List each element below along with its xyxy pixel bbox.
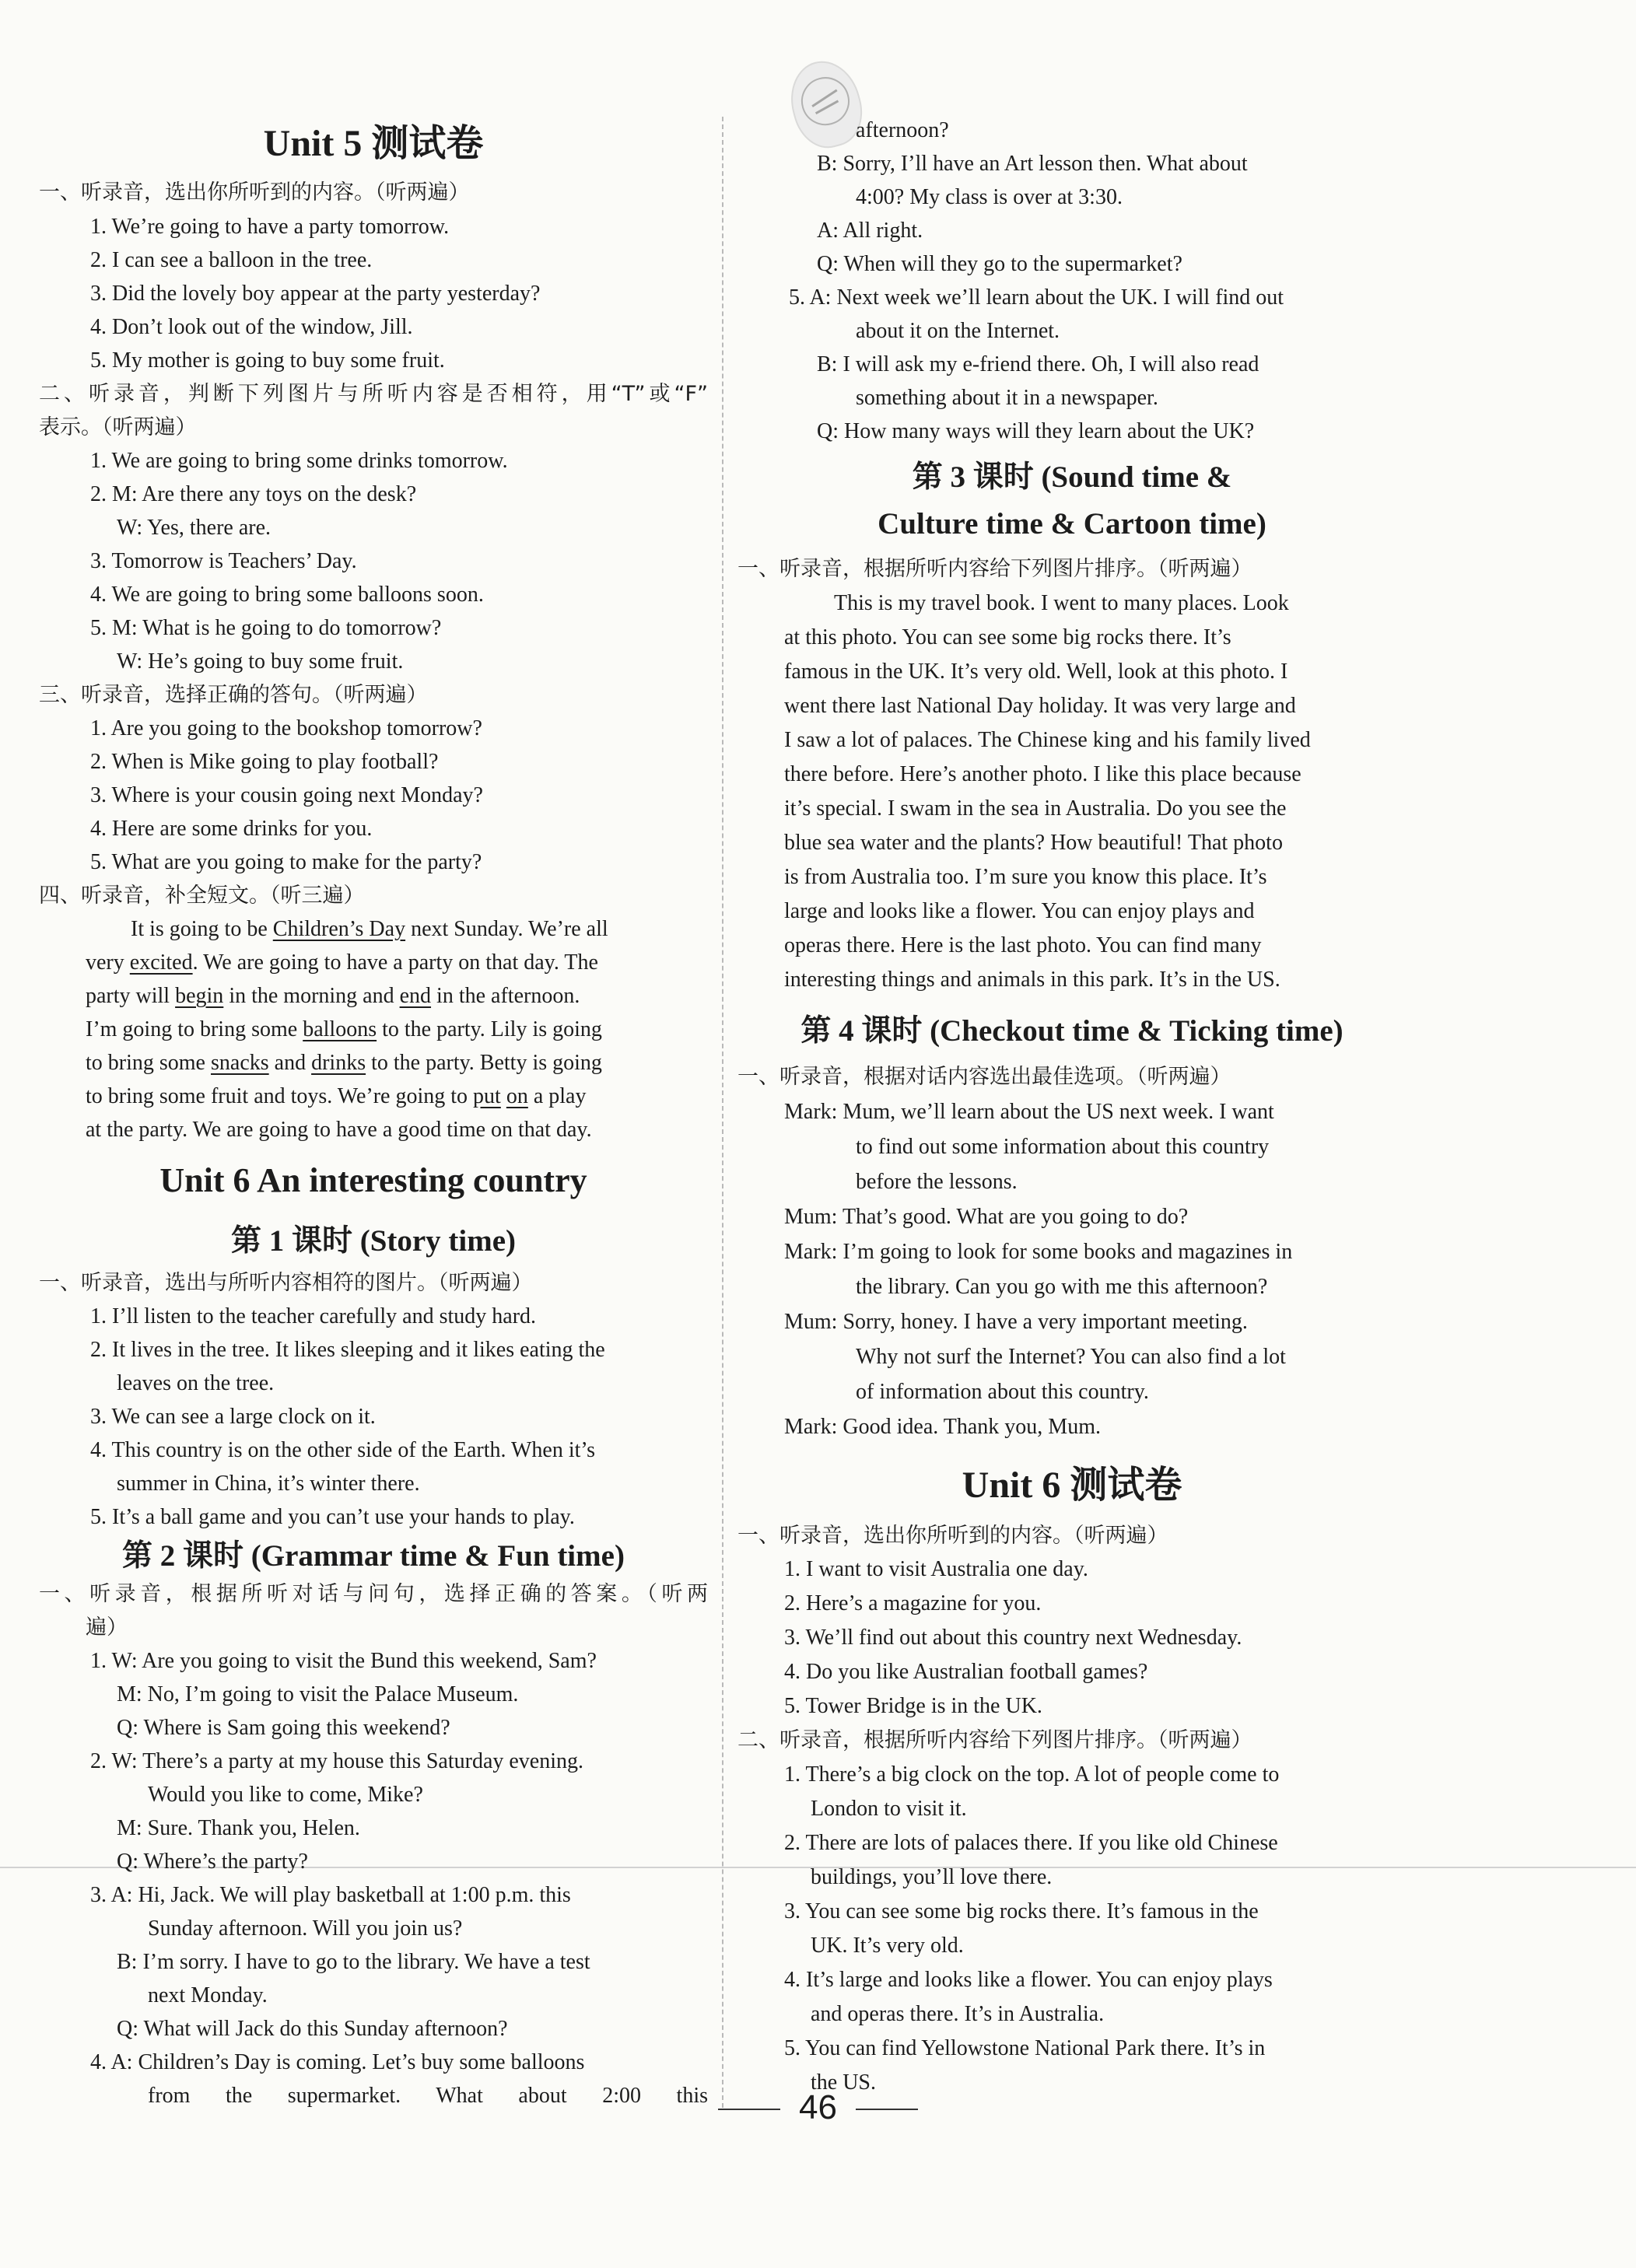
- list-item: B: I will ask my e-friend there. Oh, I will also read: [817, 352, 1259, 376]
- list-item: 4. Here are some drinks for you.: [90, 817, 373, 841]
- fill-answer: balloons: [303, 1017, 377, 1041]
- section-heading: 二、听录音，判断下列图片与所听内容是否相符，用“T”或“F”: [39, 382, 708, 406]
- unit6-test-title: Unit 6 测试卷: [962, 1465, 1182, 1506]
- lesson3-title: Culture time & Cartoon time): [878, 507, 1266, 541]
- list-item: summer in China, it’s winter there.: [117, 1472, 420, 1496]
- list-item: 4. It’s large and looks like a flower. You can enjoy plays: [784, 1968, 1273, 1992]
- page-number-dash: [718, 2109, 780, 2110]
- fill-answer: excited: [129, 950, 193, 975]
- list-item: 4. This country is on the other side of the Earth. When it’s: [90, 1438, 596, 1462]
- list-item: B: I’m sorry. I have to go to the library. We have a test: [117, 1950, 590, 1974]
- section-heading: 一、听录音，根据对话内容选出最佳选项。（听两遍）: [737, 1065, 1231, 1089]
- passage-line: interesting things and animals in this park. It’s in the US.: [784, 968, 1280, 992]
- list-item: Q: What will Jack do this Sunday afternoon?: [117, 2017, 508, 2041]
- list-item: W: He’s going to buy some fruit.: [117, 649, 404, 674]
- list-item: 5. Tower Bridge is in the UK.: [784, 1694, 1042, 1718]
- list-item: 4. We are going to bring some balloons soon.: [90, 583, 484, 607]
- passage-line: This is my travel book. I went to many places. Look: [834, 591, 1289, 615]
- section-heading: 一、听录音，根据所听内容给下列图片排序。（听两遍）: [737, 557, 1252, 581]
- section-heading: 一、听录音，根据所听对话与问句，选择正确的答案。（听两: [39, 1582, 708, 1606]
- unit6-title: Unit 6 An interesting country: [159, 1161, 587, 1199]
- lesson2-title: 第 2 课时 (Grammar time & Fun time): [122, 1539, 625, 1573]
- list-item: 2. It lives in the tree. It likes sleeping and it likes eating the: [90, 1338, 605, 1362]
- list-item: 2. There are lots of palaces there. If you like old Chinese: [784, 1831, 1278, 1855]
- list-item: 5. A: Next week we’ll learn about the UK. I will find out: [789, 285, 1284, 310]
- section-heading: 一、听录音，选出你所听到的内容。（听两遍）: [39, 180, 470, 205]
- passage-line: it’s special. I swam in the sea in Australia. Do you see the: [784, 796, 1287, 821]
- list-item: 1. There’s a big clock on the top. A lot of people come to: [784, 1762, 1280, 1787]
- passage-line: famous in the UK. It’s very old. Well, look at this photo. I: [784, 660, 1288, 684]
- unit5-test-title: Unit 5 测试卷: [263, 123, 484, 164]
- dialogue-line: the library. Can you go with me this afternoon?: [856, 1275, 1268, 1299]
- list-item: 2. W: There’s a party at my house this Saturday evening.: [90, 1749, 584, 1773]
- list-item: UK. It’s very old.: [811, 1934, 964, 1958]
- passage-line: very excited. We are going to have a party on that day. The: [86, 950, 598, 975]
- dialogue-line: to find out some information about this country: [856, 1135, 1270, 1159]
- passage-line: there before. Here’s another photo. I like this place because: [784, 762, 1301, 786]
- list-item: 2. When is Mike going to play football?: [90, 750, 439, 774]
- list-item: 4. A: Children’s Day is coming. Let’s buy some balloons: [90, 2050, 585, 2074]
- lesson1-title: 第 1 课时 (Story time): [230, 1224, 517, 1258]
- list-item: 2. M: Are there any toys on the desk?: [90, 482, 417, 506]
- list-item: 1. We’re going to have a party tomorrow.: [90, 215, 450, 239]
- list-item: 5. M: What is he going to do tomorrow?: [90, 616, 442, 640]
- dialogue-line: Mum: That’s good. What are you going to do?: [784, 1205, 1189, 1229]
- section-heading: 三、听录音，选择正确的答句。（听两遍）: [39, 683, 428, 707]
- list-item: the US.: [811, 2070, 876, 2095]
- column-divider: [722, 117, 723, 2108]
- passage-line: I saw a lot of palaces. The Chinese king and his family lived: [784, 728, 1311, 752]
- dialogue-line: Mark: I’m going to look for some books and magazines in: [784, 1240, 1293, 1264]
- list-item: 4. Don’t look out of the window, Jill.: [90, 315, 413, 339]
- list-item: 5. My mother is going to buy some fruit.: [90, 348, 445, 373]
- list-item: 4:00? My class is over at 3:30.: [856, 185, 1123, 209]
- list-item: 3. Where is your cousin going next Monday?: [90, 783, 483, 807]
- list-item: 1. We are going to bring some drinks tomorrow.: [90, 449, 508, 473]
- fill-answer: on: [506, 1084, 528, 1108]
- list-item: 3. We’ll find out about this country next Wednesday.: [784, 1626, 1242, 1650]
- passage-line: I’m going to bring some balloons to the party. Lily is going: [86, 1017, 602, 1041]
- list-item: Would you like to come, Mike?: [148, 1783, 423, 1807]
- section-heading: 二、听录音，根据所听内容给下列图片排序。（听两遍）: [737, 1728, 1252, 1752]
- page-number: 46: [0, 2084, 1636, 2131]
- list-item: 3. We can see a large clock on it.: [90, 1405, 376, 1429]
- list-item: M: No, I’m going to visit the Palace Museum.: [117, 1682, 519, 1706]
- list-item: M: Sure. Thank you, Helen.: [117, 1816, 360, 1840]
- fill-answer: snacks: [211, 1051, 269, 1075]
- passage-line: to bring some fruit and toys. We’re going to put on a play: [86, 1084, 587, 1108]
- list-item: Q: When will they go to the supermarket?: [817, 252, 1182, 276]
- list-item: 5. It’s a ball game and you can’t use your hands to play.: [90, 1505, 575, 1529]
- passage-line: blue sea water and the plants? How beautiful! That photo: [784, 831, 1283, 855]
- dialogue-line: Why not surf the Internet? You can also find a lot: [856, 1345, 1286, 1369]
- passage-line: went there last National Day holiday. It was very large and: [784, 694, 1296, 718]
- list-item: B: Sorry, I’ll have an Art lesson then. What about: [817, 152, 1248, 176]
- dialogue-line: before the lessons.: [856, 1170, 1018, 1194]
- fill-answer: begin: [175, 984, 224, 1008]
- section-heading: 四、听录音，补全短文。（听三遍）: [39, 884, 365, 908]
- list-item: 1. Are you going to the bookshop tomorrow?: [90, 716, 482, 740]
- passage-line: is from Australia too. I’m sure you know this place. It’s: [784, 865, 1267, 889]
- list-item: W: Yes, there are.: [117, 516, 271, 540]
- list-item: 5. You can find Yellowstone National Park there. It’s in: [784, 2036, 1266, 2060]
- list-item: 2. Here’s a magazine for you.: [784, 1591, 1042, 1615]
- fill-answer: drinks: [311, 1051, 366, 1075]
- passage-line: party will begin in the morning and end in the afternoon.: [86, 984, 580, 1008]
- dialogue-line: Mark: Good idea. Thank you, Mum.: [784, 1415, 1101, 1439]
- list-item: about it on the Internet.: [856, 319, 1060, 343]
- list-item: 1. I’ll listen to the teacher carefully and study hard.: [90, 1304, 537, 1328]
- passage-line: at this photo. You can see some big rocks there. It’s: [784, 625, 1231, 649]
- dialogue-line: Mark: Mum, we’ll learn about the US next week. I want: [784, 1100, 1274, 1124]
- passage-line: to bring some snacks and drinks to the party. Betty is going: [86, 1051, 602, 1075]
- list-item: Sunday afternoon. Will you join us?: [148, 1916, 463, 1941]
- list-item: 3. Tomorrow is Teachers’ Day.: [90, 549, 357, 573]
- list-item: Q: Where is Sam going this weekend?: [117, 1716, 450, 1740]
- list-item: 2. I can see a balloon in the tree.: [90, 248, 373, 272]
- lesson3-title: 第 3 课时 (Sound time &: [912, 460, 1232, 494]
- list-item: afternoon?: [856, 118, 949, 142]
- fill-answer: Children’s Day: [272, 917, 406, 941]
- list-item: 5. What are you going to make for the party?: [90, 850, 482, 874]
- section-heading: 一、听录音，选出你所听到的内容。（听两遍）: [737, 1524, 1168, 1548]
- list-item: Q: Where’s the party?: [117, 1850, 308, 1874]
- list-item: next Monday.: [148, 1983, 268, 2007]
- list-item: 3. You can see some big rocks there. It’s famous in the: [784, 1899, 1259, 1923]
- list-item: 1. I want to visit Australia one day.: [784, 1557, 1088, 1581]
- page-number-dash: [856, 2109, 918, 2110]
- list-item: 1. W: Are you going to visit the Bund this weekend, Sam?: [90, 1649, 597, 1673]
- list-item: something about it in a newspaper.: [856, 386, 1158, 410]
- list-item: 3. Did the lovely boy appear at the party yesterday?: [90, 282, 541, 306]
- list-item: 4. Do you like Australian football games?: [784, 1660, 1148, 1684]
- list-item: London to visit it.: [811, 1797, 967, 1821]
- dialogue-line: Mum: Sorry, honey. I have a very important meeting.: [784, 1310, 1248, 1334]
- passage-line: It is going to be Children’s Day next Sunday. We’re all: [131, 917, 608, 941]
- list-item: buildings, you’ll love there.: [811, 1865, 1053, 1889]
- section-heading: 遍）: [86, 1615, 128, 1640]
- dialogue-line: of information about this country.: [856, 1380, 1149, 1404]
- fill-answer: put: [473, 1084, 501, 1108]
- passage-line: operas there. Here is the last photo. You can find many: [784, 933, 1262, 957]
- passage-line: large and looks like a flower. You can enjoy plays and: [784, 899, 1255, 923]
- list-item: A: All right.: [817, 219, 923, 243]
- list-item: Q: How many ways will they learn about the UK?: [817, 419, 1255, 443]
- list-item: leaves on the tree.: [117, 1371, 275, 1395]
- passage-line: at the party. We are going to have a good time on that day.: [86, 1118, 592, 1142]
- list-item: from the supermarket. What about 2:00 this: [148, 2084, 708, 2108]
- section-heading: 一、听录音，选出与所听内容相符的图片。（听两遍）: [39, 1271, 533, 1295]
- lesson4-title: 第 4 课时 (Checkout time & Ticking time): [800, 1014, 1343, 1048]
- list-item: 3. A: Hi, Jack. We will play basketball at 1:00 p.m. this: [90, 1883, 571, 1907]
- section-heading: 表示。（听两遍）: [39, 415, 197, 439]
- list-item: and operas there. It’s in Australia.: [811, 2002, 1105, 2026]
- fill-answer: end: [399, 984, 432, 1008]
